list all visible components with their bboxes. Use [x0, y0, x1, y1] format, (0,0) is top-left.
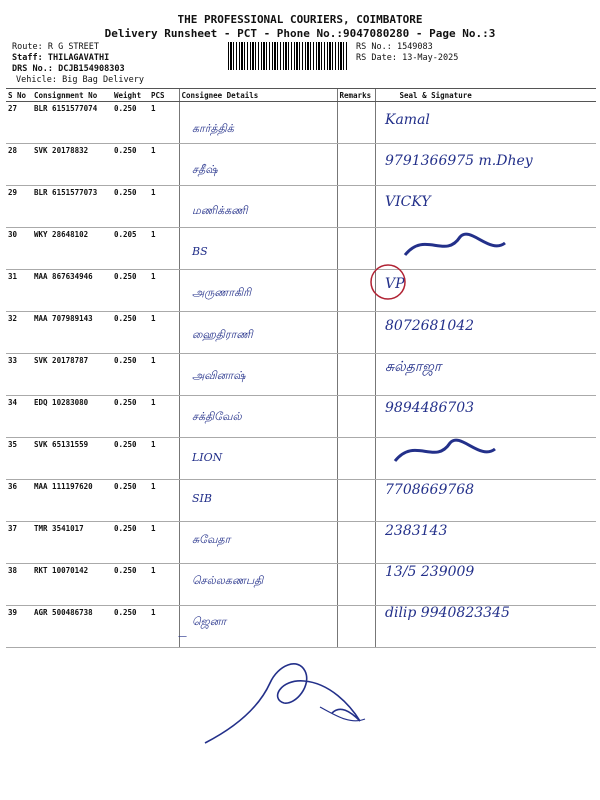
row-pcs: 1 [149, 438, 179, 480]
consignee-handwriting: சதீஷ் [192, 163, 218, 177]
row-weight: 0.250 [112, 186, 149, 228]
row-remarks-cell [337, 522, 375, 564]
row-sno: 33 [6, 354, 32, 396]
vehicle-value: Big Bag Delivery [62, 75, 144, 85]
table-row [6, 396, 596, 438]
recipient-signature: dilip 9940823345 [385, 605, 510, 622]
row-pcs: 1 [149, 354, 179, 396]
row-sno: 31 [6, 270, 32, 312]
row-consignment-no: SVK 20178832 [32, 144, 112, 186]
col-consignment: Consignment No [32, 89, 112, 102]
row-consignment-no: MAA 867634946 [32, 270, 112, 312]
row-consignment-no: AGR 500486738 [32, 606, 112, 648]
row-sno: 36 [6, 480, 32, 522]
row-consignment-no: WKY 28648102 [32, 228, 112, 270]
row-weight: 0.250 [112, 522, 149, 564]
row-consignment-no: SVK 20178787 [32, 354, 112, 396]
row-pcs: 1 [149, 396, 179, 438]
row-weight: 0.250 [112, 102, 149, 144]
row-remarks-cell [337, 396, 375, 438]
col-consignee: Consignee Details [179, 89, 337, 102]
staff-line [12, 53, 109, 63]
rs-no-line [356, 42, 433, 52]
table-row [6, 564, 596, 606]
consignee-handwriting: ஜெனா [192, 615, 227, 629]
table-row [6, 522, 596, 564]
row-weight: 0.250 [112, 396, 149, 438]
delivery-table [6, 88, 596, 648]
row-weight: 0.250 [112, 312, 149, 354]
consignee-handwriting: செல்லகணபதி [192, 574, 264, 588]
row-pcs: 1 [149, 270, 179, 312]
recipient-signature: 13/5 239009 [385, 564, 475, 581]
recipient-signature: VICKY [385, 194, 431, 211]
recipient-signature: Kamal [385, 112, 430, 128]
row-sno: 29 [6, 186, 32, 228]
staff-label: Staff: [12, 53, 43, 63]
route-line [12, 42, 99, 52]
recipient-signature: சுல்தாஜா [385, 358, 442, 375]
stray-mark: — [178, 632, 187, 642]
row-sno: 27 [6, 102, 32, 144]
row-pcs: 1 [149, 564, 179, 606]
drs-line [12, 64, 125, 74]
row-weight: 0.250 [112, 354, 149, 396]
row-weight: 0.250 [112, 144, 149, 186]
recipient-signature: 9791366975 m.Dhey [385, 153, 533, 170]
consignee-handwriting: கார்த்திக் [192, 122, 234, 135]
rs-date-value: 13-May-2025 [402, 53, 459, 63]
runsheet-subtitle: Delivery Runsheet - PCT - Phone No.:9047080280 - Page No.:3 [104, 27, 496, 40]
row-weight: 0.250 [112, 480, 149, 522]
row-consignment-no: BLR 6151577073 [32, 186, 112, 228]
row-pcs: 1 [149, 480, 179, 522]
col-signature: Seal & Signature [375, 89, 596, 102]
row-signature-cell [375, 270, 596, 312]
recipient-signature: 2383143 [385, 523, 448, 539]
recipient-signature: 7708669768 [385, 481, 475, 498]
drs-label: DRS No.: [12, 64, 53, 74]
recipient-signature: 9894486703 [385, 399, 475, 416]
drs-value: DCJB154908303 [58, 64, 125, 74]
staff-value: THILAGAVATHI [47, 53, 110, 63]
row-sno: 39 [6, 606, 32, 648]
row-consignment-no: BLR 6151577074 [32, 102, 112, 144]
row-weight: 0.205 [112, 228, 149, 270]
row-consignment-no: SVK 65131559 [32, 438, 112, 480]
row-sno: 37 [6, 522, 32, 564]
row-remarks-cell [337, 312, 375, 354]
company-title: THE PROFESSIONAL COURIERS, COIMBATORE [177, 13, 423, 26]
row-consignment-no: MAA 707989143 [32, 312, 112, 354]
row-remarks-cell [337, 186, 375, 228]
row-consignment-no: MAA 111197620 [32, 480, 112, 522]
rs-date-line [356, 53, 458, 63]
col-weight: Weight [112, 89, 149, 102]
col-remarks: Remarks [337, 89, 375, 102]
table-row [6, 312, 596, 354]
table-row [6, 354, 596, 396]
consignee-handwriting: SIB [192, 491, 212, 505]
row-consignment-no: EDQ 10283080 [32, 396, 112, 438]
row-weight: 0.250 [112, 270, 149, 312]
row-remarks-cell [337, 144, 375, 186]
vehicle-label: Vehicle: [16, 75, 57, 85]
consignee-handwriting: சுவேதா [192, 533, 231, 546]
row-consignment-no: RKT 10070142 [32, 564, 112, 606]
route-label: Route: [12, 42, 43, 52]
consignee-handwriting: மணிக்கணி [192, 204, 248, 218]
consignee-handwriting: BS [192, 245, 208, 259]
table-header-row [6, 89, 596, 102]
row-sno: 35 [6, 438, 32, 480]
row-pcs: 1 [149, 102, 179, 144]
rs-no-value: 1549083 [396, 42, 433, 52]
bottom-signature-scribble [200, 635, 400, 755]
row-sno: 28 [6, 144, 32, 186]
row-remarks-cell [337, 438, 375, 480]
row-remarks-cell [337, 354, 375, 396]
consignee-handwriting: சக்திவேல் [192, 409, 242, 423]
row-pcs: 1 [149, 228, 179, 270]
row-pcs: 1 [149, 606, 179, 648]
row-sno: 32 [6, 312, 32, 354]
red-circle-mark [368, 262, 408, 302]
table-row [6, 186, 596, 228]
table-row [6, 270, 596, 312]
row-weight: 0.250 [112, 438, 149, 480]
row-remarks-cell [337, 564, 375, 606]
row-pcs: 1 [149, 312, 179, 354]
col-sno: S No [6, 89, 32, 102]
seal-stamp [390, 431, 500, 471]
row-sno: 30 [6, 228, 32, 270]
row-sno: 38 [6, 564, 32, 606]
table-row [6, 438, 596, 480]
row-sno: 34 [6, 396, 32, 438]
vehicle-line [16, 75, 144, 85]
row-pcs: 1 [149, 144, 179, 186]
row-remarks-cell [337, 480, 375, 522]
rs-date-label: RS Date: [356, 53, 397, 63]
recipient-signature: 8072681042 [385, 317, 475, 334]
recipient-signature: VP [385, 276, 405, 293]
table-row [6, 480, 596, 522]
row-remarks-cell [337, 102, 375, 144]
col-pcs: PCS [149, 89, 179, 102]
route-value: R G STREET [47, 42, 100, 52]
row-weight: 0.250 [112, 564, 149, 606]
table-row [6, 102, 596, 144]
consignee-handwriting: அருணாகிரி [192, 286, 252, 300]
rs-no-label: RS No.: [356, 42, 392, 52]
seal-stamp [400, 225, 510, 265]
barcode [228, 42, 348, 70]
row-pcs: 1 [149, 522, 179, 564]
consignee-handwriting: அவினாஷ் [192, 368, 246, 382]
consignee-handwriting: LION [192, 450, 223, 464]
row-weight: 0.250 [112, 606, 149, 648]
consignee-handwriting: ஹைதிராணி [192, 327, 253, 341]
row-pcs: 1 [149, 186, 179, 228]
row-consignment-no: TMR 3541017 [32, 522, 112, 564]
